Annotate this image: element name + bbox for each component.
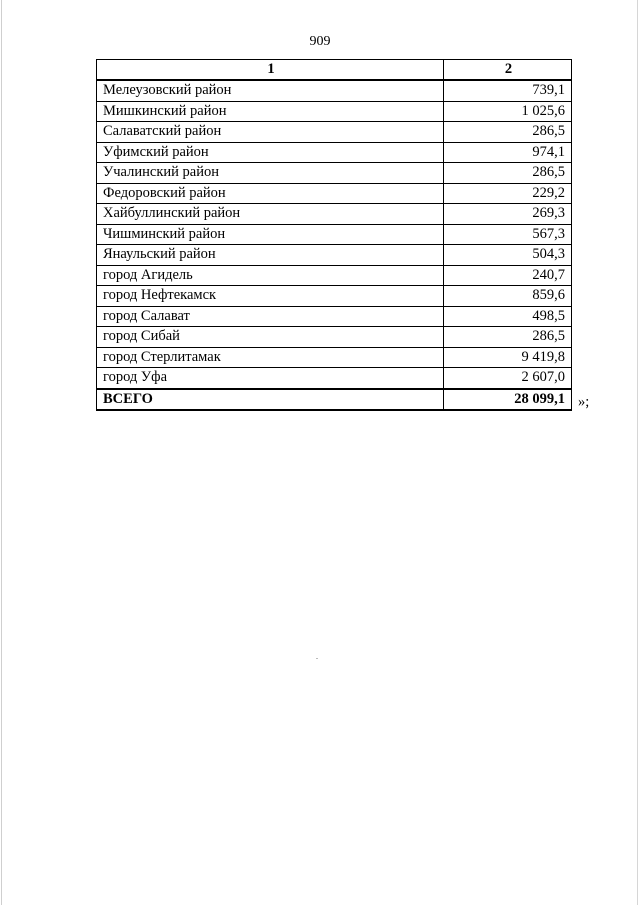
total-row bbox=[97, 389, 572, 410]
total-value: 28 099,1 bbox=[444, 389, 572, 410]
column-header-2: 2 bbox=[444, 60, 572, 81]
row-name: Федоровский район bbox=[97, 183, 444, 204]
row-value: 286,5 bbox=[444, 163, 572, 184]
page-number: 909 bbox=[309, 34, 331, 49]
row-name: город Салават bbox=[97, 306, 444, 327]
table-row bbox=[97, 347, 572, 368]
table-row bbox=[97, 122, 572, 143]
page-edge-right bbox=[637, 0, 638, 905]
column-header-1: 1 bbox=[97, 60, 444, 81]
row-name: город Сибай bbox=[97, 327, 444, 348]
page-edge-left bbox=[1, 0, 2, 905]
table-row bbox=[97, 163, 572, 184]
row-value: 1 025,6 bbox=[444, 101, 572, 122]
row-value: 504,3 bbox=[444, 245, 572, 266]
table-row bbox=[97, 368, 572, 389]
row-name: Янаульский район bbox=[97, 245, 444, 266]
scan-speck bbox=[316, 658, 318, 659]
row-value: 498,5 bbox=[444, 306, 572, 327]
row-value: 269,3 bbox=[444, 204, 572, 225]
row-name: Учалинский район bbox=[97, 163, 444, 184]
table-row bbox=[97, 204, 572, 225]
table-row bbox=[97, 224, 572, 245]
data-table bbox=[96, 59, 572, 411]
table-row bbox=[97, 101, 572, 122]
row-name: Мелеузовский район bbox=[97, 80, 444, 101]
table-row bbox=[97, 245, 572, 266]
table-row bbox=[97, 183, 572, 204]
table-row bbox=[97, 286, 572, 307]
table-row bbox=[97, 306, 572, 327]
closing-quote-punctuation: »; bbox=[578, 394, 590, 410]
row-value: 9 419,8 bbox=[444, 347, 572, 368]
total-label: ВСЕГО bbox=[97, 389, 444, 410]
row-name: Уфимский район bbox=[97, 142, 444, 163]
row-name: Салаватский район bbox=[97, 122, 444, 143]
table-row bbox=[97, 265, 572, 286]
row-name: Мишкинский район bbox=[97, 101, 444, 122]
table-row bbox=[97, 80, 572, 101]
row-value: 2 607,0 bbox=[444, 368, 572, 389]
row-name: город Агидель bbox=[97, 265, 444, 286]
row-value: 286,5 bbox=[444, 327, 572, 348]
row-value: 974,1 bbox=[444, 142, 572, 163]
row-value: 240,7 bbox=[444, 265, 572, 286]
table-row bbox=[97, 142, 572, 163]
row-name: город Уфа bbox=[97, 368, 444, 389]
row-value: 739,1 bbox=[444, 80, 572, 101]
table-header-row bbox=[97, 60, 572, 81]
row-value: 229,2 bbox=[444, 183, 572, 204]
row-value: 859,6 bbox=[444, 286, 572, 307]
row-name: город Стерлитамак bbox=[97, 347, 444, 368]
row-name: город Нефтекамск bbox=[97, 286, 444, 307]
row-value: 286,5 bbox=[444, 122, 572, 143]
row-name: Хайбуллинский район bbox=[97, 204, 444, 225]
table-row bbox=[97, 327, 572, 348]
row-name: Чишминский район bbox=[97, 224, 444, 245]
row-value: 567,3 bbox=[444, 224, 572, 245]
